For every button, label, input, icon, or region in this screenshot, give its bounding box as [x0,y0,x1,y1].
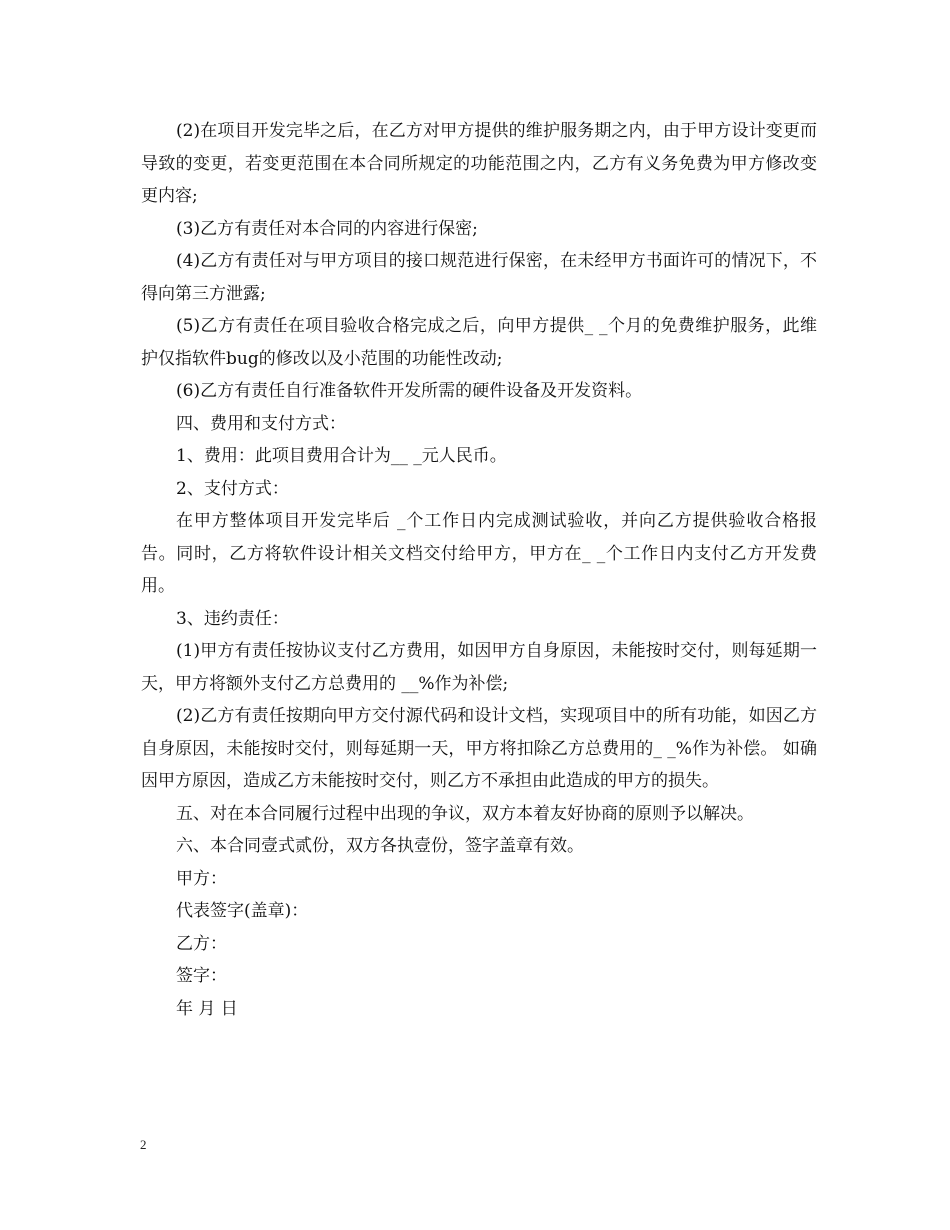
paragraph-breach-heading: 3、违约责任： [176,608,289,629]
paragraph-party-a-breach: (1)甲方有责任按协议支付乙方费用，如因甲方自身原因，未能按时交付，则每延期一天，甲方将额外支付乙方总费用的 __%作为补偿; [141,641,817,694]
section-heading-fees-payment: 四、费用和支付方式： [176,413,346,434]
page-number: 2 [140,1137,147,1152]
signature-sign-label: 签字： [176,966,227,986]
paragraph-free-maintenance: (5)乙方有责任在项目验收合格完成之后，向甲方提供_ _个月的免费维护服务，此维护仅指软件bug的修改以及小范围的功能性改动; [141,316,817,369]
signature-date-label: 年 月 日 [176,998,238,1019]
paragraph-payment-terms: 在甲方整体项目开发完毕后 _个工作日内完成测试验收，并向乙方提供验收合格报告。同时，乙方将软件设计相关文档交付给甲方，甲方在_ _个工作日内支付乙方开发费用。 [141,511,817,596]
paragraph-copies: 六、本合同壹式贰份，双方各执壹份，签字盖章有效。 [176,836,584,856]
paragraph-maintenance-changes: (2)在项目开发完毕之后，在乙方对甲方提供的维护服务期之内，由于甲方设计变更而导致的变更，若变更范围在本合同所规定的功能范围之内，乙方有义务免费为甲方修改变更内容; [141,121,817,206]
document-body [141,115,817,1025]
signature-representative-label: 代表签字(盖章)： [176,901,309,921]
paragraph-hardware-materials: (6)乙方有责任自行准备软件开发所需的硬件设备及开发资料。 [176,381,643,401]
paragraph-party-b-breach: (2)乙方有责任按期向甲方交付源代码和设计文档，实现项目中的所有功能，如因乙方自身原因，未能按时交付，则每延期一天，甲方将扣除乙方总费用的_ _%作为补偿。 如确因甲方原因，造成乙方未能按时交付，则乙方不承担由此造成的甲方的损失。 [141,706,817,791]
signature-party-b-label: 乙方： [176,933,227,954]
paragraph-confidentiality: (3)乙方有责任对本合同的内容进行保密; [176,218,478,239]
paragraph-interface-secrecy: (4)乙方有责任对与甲方项目的接口规范进行保密，在未经甲方书面许可的情况下，不得向第三方泄露; [141,251,817,304]
paragraph-fee-total: 1、费用：此项目费用合计为__ _元人民币。 [176,446,507,466]
paragraph-payment-method-heading: 2、支付方式： [176,478,289,499]
paragraph-disputes: 五、对在本合同履行过程中出现的争议，双方本着友好协商的原则予以解决。 [176,803,754,824]
signature-party-a-label: 甲方： [176,868,227,889]
